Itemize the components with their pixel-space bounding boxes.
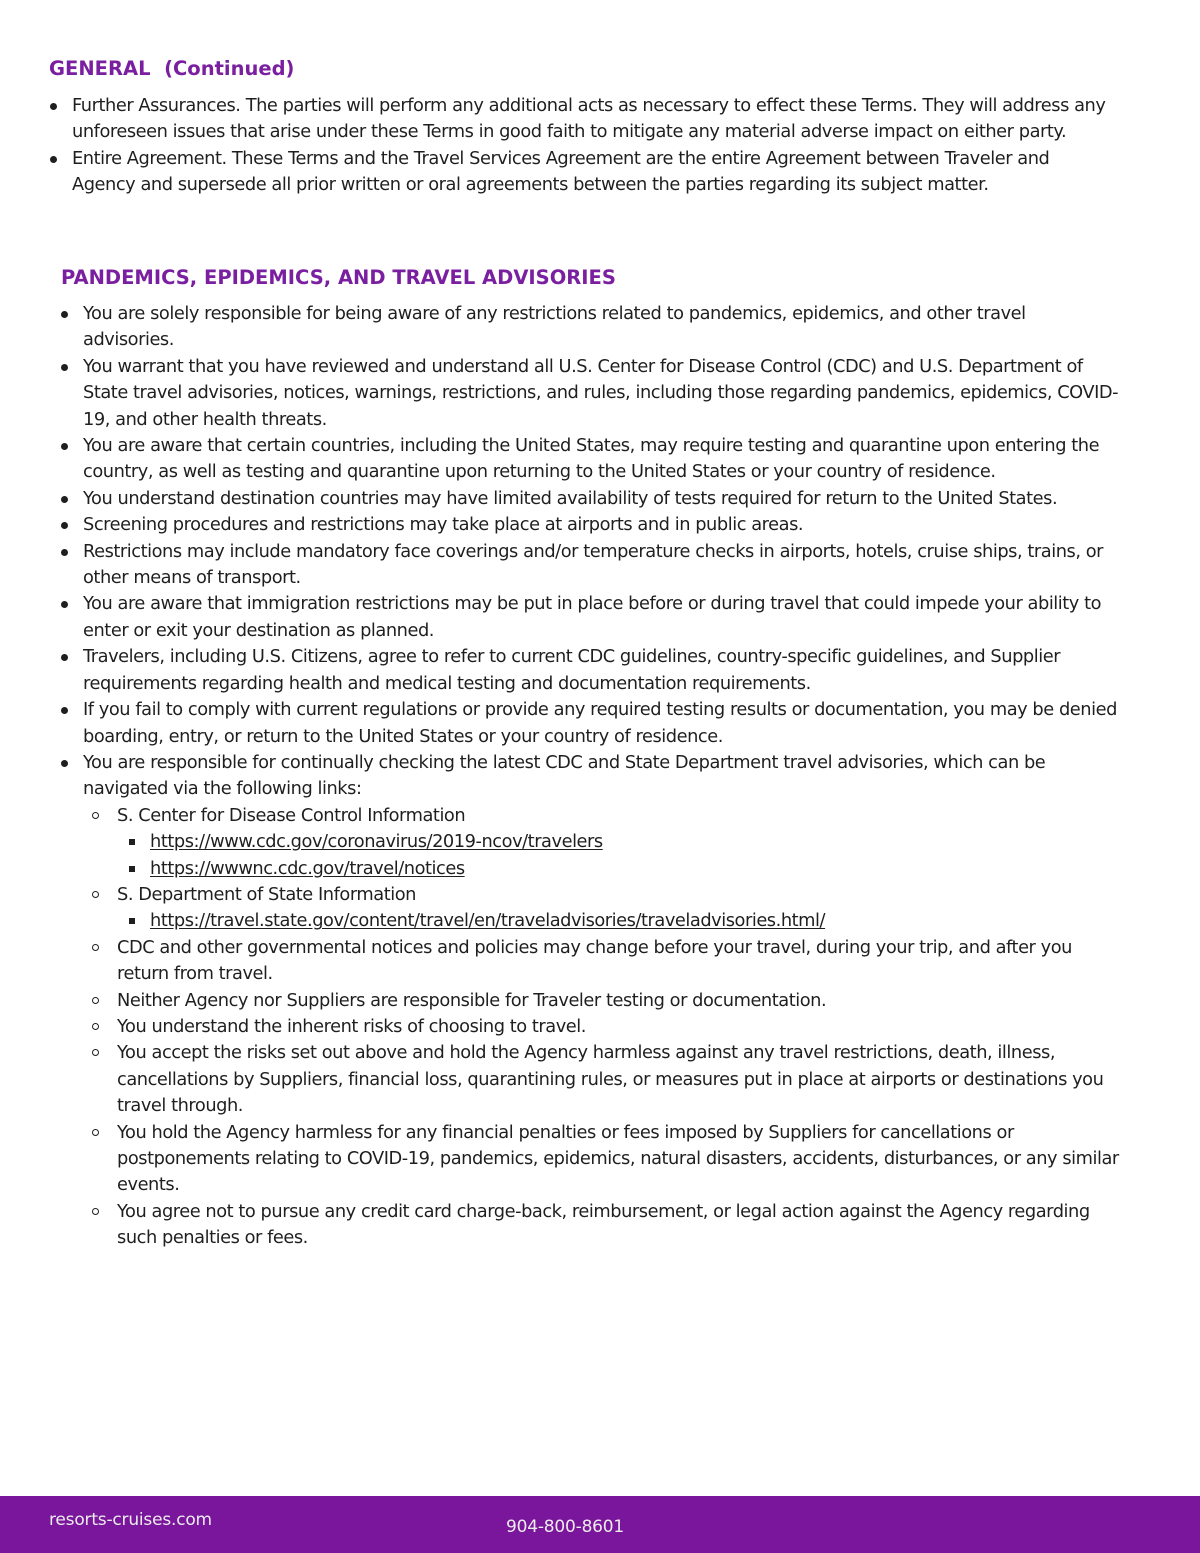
bullet-icon xyxy=(61,522,68,529)
pandemics-list xyxy=(60,301,1120,1252)
square-bullet-icon xyxy=(129,918,135,924)
state-links-list xyxy=(117,908,1120,934)
list-item-text: Restrictions may include mandatory face coverings and/or temperature checks in airports, hotels, cruise ships, trains, or other means of transport. xyxy=(83,540,1104,589)
list-item-text: You are aware that certain countries, including the United States, may require testing and quarantine upon entering the country, as well as testing and quarantine upon returning to the United States or your country of residence. xyxy=(83,435,1100,483)
cdc-notices-link[interactable]: https://wwwnc.cdc.gov/travel/notices xyxy=(150,857,465,879)
link-item xyxy=(117,856,1120,882)
list-item xyxy=(60,750,1120,1252)
list-item-text: If you fail to comply with current regulations or provide any required testing results or documentation, you may be denied boarding, entry, or return to the United States or your country of residence. xyxy=(83,699,1117,747)
sub-list-item xyxy=(83,882,1120,935)
cdc-travelers-link[interactable]: https://www.cdc.gov/coronavirus/2019-ncov/travelers xyxy=(150,831,603,853)
sub-list-item xyxy=(83,803,1120,882)
list-item xyxy=(49,146,1109,199)
list-item-text: Screening procedures and restrictions may take place at airports and in public areas. xyxy=(83,514,804,536)
list-item xyxy=(60,512,1120,538)
list-item-text: Travelers, including U.S. Citizens, agree to refer to current CDC guidelines, country-specific guidelines, and Supplier requirements regarding health and medical testing and documentation requirements. xyxy=(83,646,1061,694)
sub-list-item-text: S. Department of State Information xyxy=(117,883,416,905)
sub-list-item xyxy=(83,1120,1120,1199)
bullet-icon xyxy=(61,654,68,661)
link-item xyxy=(117,829,1120,855)
circle-bullet-icon xyxy=(92,997,99,1004)
list-item xyxy=(49,93,1109,146)
sub-list-item-text: Neither Agency nor Suppliers are responsible for Traveler testing or documentation. xyxy=(117,989,827,1011)
square-bullet-icon xyxy=(129,839,135,845)
circle-bullet-icon xyxy=(92,1023,99,1030)
list-item-text: You are aware that immigration restrictions may be put in place before or during travel that could impede your ability to enter or exit your destination as planned. xyxy=(83,593,1102,641)
bullet-icon xyxy=(61,760,68,767)
list-item-text: Further Assurances. The parties will perform any additional acts as necessary to effect these Terms. They will address any unforeseen issues that arise under these Terms in good faith to mitigate any material adverse impact on either party. xyxy=(72,95,1106,143)
bullet-icon xyxy=(61,601,68,608)
sub-list-item xyxy=(83,935,1120,988)
circle-bullet-icon xyxy=(92,944,99,951)
list-item xyxy=(60,697,1120,750)
list-item xyxy=(60,644,1120,697)
general-list xyxy=(49,93,1109,199)
circle-bullet-icon xyxy=(92,812,99,819)
sub-list-item xyxy=(83,1199,1120,1252)
list-item xyxy=(60,539,1120,592)
footer-phone: 904-800-8601 xyxy=(506,1517,625,1537)
list-item-text: You understand destination countries may have limited availability of tests required for return to the United States. xyxy=(83,487,1058,509)
bullet-icon xyxy=(61,707,68,714)
circle-bullet-icon xyxy=(92,1049,99,1056)
list-item xyxy=(60,354,1120,433)
circle-bullet-icon xyxy=(92,1129,99,1136)
list-item-text: You are responsible for continually checking the latest CDC and State Department travel advisories, which can be navigated via the following links: xyxy=(83,751,1046,800)
sub-list-item-text: You agree not to pursue any credit card charge-back, reimbursement, or legal action against the Agency regarding such penalties or fees. xyxy=(117,1200,1090,1249)
circle-bullet-icon xyxy=(92,1208,99,1215)
link-item xyxy=(117,908,1120,934)
bullet-icon xyxy=(61,311,68,318)
list-item xyxy=(60,591,1120,644)
list-item-text: You are solely responsible for being aware of any restrictions related to pandemics, epidemics, and other travel advisories. xyxy=(83,303,1026,351)
list-item-text: Entire Agreement. These Terms and the Travel Services Agreement are the entire Agreement between Traveler and Agency and supersede all prior written or oral agreements between the parties regarding its subject matter. xyxy=(72,147,1050,196)
bullet-icon xyxy=(61,443,68,450)
sub-list-item xyxy=(83,1014,1120,1040)
list-item xyxy=(60,486,1120,512)
sub-list-item-text: You hold the Agency harmless for any financial penalties or fees imposed by Suppliers for cancellations or postponements relating to COVID-19, pandemics, epidemics, natural disasters, accidents, disturbances, or any similar events. xyxy=(117,1121,1119,1196)
sub-list-item-text: CDC and other governmental notices and policies may change before your travel, during your trip, and after you return from travel. xyxy=(117,936,1072,985)
list-item xyxy=(60,433,1120,486)
footer-website: resorts-cruises.com xyxy=(49,1510,212,1530)
bullet-icon xyxy=(50,103,57,110)
advisory-sublist xyxy=(83,803,1120,1252)
footer-bar xyxy=(0,1496,1200,1553)
square-bullet-icon xyxy=(129,866,135,872)
bullet-icon xyxy=(61,549,68,556)
list-item-text: You warrant that you have reviewed and understand all U.S. Center for Disease Control (CDC) and U.S. Department of State travel advisories, notices, warnings, restrictions, and rules, including those regarding pandemics, epidemics, COVID-19, and other health threats. xyxy=(83,355,1119,430)
list-item xyxy=(60,301,1120,354)
sub-list-item-text: S. Center for Disease Control Information xyxy=(117,804,466,826)
bullet-icon xyxy=(61,496,68,503)
general-heading: GENERAL (Continued) xyxy=(49,57,295,80)
bullet-icon xyxy=(50,156,57,163)
sub-list-item-text: You accept the risks set out above and hold the Agency harmless against any travel restrictions, death, illness, cancellations by Suppliers, financial loss, quarantining rules, or measures put in place at airports or destinations you travel through. xyxy=(117,1042,1104,1117)
sub-list-item-text: You understand the inherent risks of choosing to travel. xyxy=(117,1015,586,1037)
sub-list-item xyxy=(83,988,1120,1014)
bullet-icon xyxy=(61,364,68,371)
state-advisories-link[interactable]: https://travel.state.gov/content/travel/en/traveladvisories/traveladvisories.html/ xyxy=(150,910,826,932)
circle-bullet-icon xyxy=(92,891,99,898)
sub-list-item xyxy=(83,1040,1120,1119)
pandemics-heading: PANDEMICS, EPIDEMICS, AND TRAVEL ADVISORIES xyxy=(61,266,616,289)
cdc-links-list xyxy=(117,829,1120,882)
